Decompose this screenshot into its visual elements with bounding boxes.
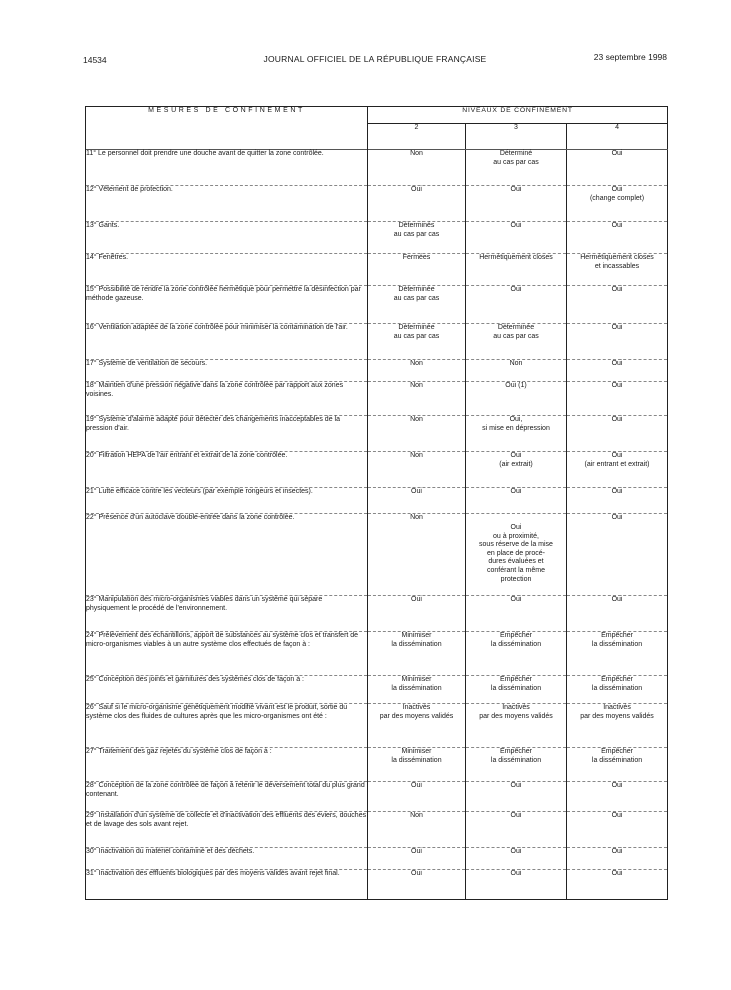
level-header: 4 [567,124,668,150]
level-3-value: Oui, si mise en dépression [466,416,567,452]
level-2-value: Inactivés par des moyens validés [368,704,466,748]
measure-text: Possibilité de rendre la zone contrôlée hermétique pour permettre la désinfection par méthode gazeuse. [86,286,361,302]
measure-cell [86,782,368,812]
measure-cell [86,870,368,900]
level-2-value: Oui [368,186,466,222]
measure-cell [86,704,368,748]
measure-number: 28° [86,782,97,789]
table-row [86,488,668,514]
measure-cell [86,452,368,488]
table-row [86,812,668,848]
measure-text: Vêtement de protection. [98,186,173,193]
level-4-value: Oui [567,782,668,812]
table-row [86,748,668,782]
table-row [86,848,668,870]
measure-cell [86,150,368,186]
measure-text: Traitement des gaz rejetés du système clos de façon à : [98,748,272,755]
measure-number: 26° [86,704,97,711]
measures-column-header: MESURES DE CONFINEMENT [86,107,368,150]
measure-number: 18° [86,382,97,389]
measure-number: 25° [86,676,97,683]
table-row [86,186,668,222]
level-3-value: Inactivés par des moyens validés [466,704,567,748]
level-4-value: Empêcher la dissémination [567,748,668,782]
level-4-value: Oui [567,286,668,324]
level-3-value: Empêcher la dissémination [466,632,567,676]
level-2-value: Oui [368,596,466,632]
table-body [86,150,668,900]
measure-text: Prélèvement des échantillons, apport de substances au système clos et transfert de micro-organismes viables à un autre système clos effectués de façon à : [86,632,359,648]
level-2-value: Oui [368,488,466,514]
measure-cell [86,632,368,676]
level-3-value: Déterminée au cas par cas [466,324,567,360]
level-2-value: Minimiser la dissémination [368,748,466,782]
level-4-value: Oui [567,848,668,870]
level-2-value: Déterminée au cas par cas [368,324,466,360]
level-3-value: Oui ou à proximité, sous réserve de la mise en place de procé- dures évaluées et conférant la même protection [466,514,567,596]
measure-cell [86,286,368,324]
table-row [86,416,668,452]
level-3-value: Non [466,360,567,382]
publication-date: 23 septembre 1998 [593,52,667,62]
measure-text: Inactivation du matériel contaminé et des déchets. [98,848,255,855]
level-2-value: Non [368,452,466,488]
level-2-value: Minimiser la dissémination [368,632,466,676]
table-row [86,782,668,812]
table-row [86,632,668,676]
level-3-value: Hermétiquement closes [466,254,567,286]
measure-text: Système d'alarme adapté pour détecter des changements inacceptables de la pression d'air. [86,416,340,432]
level-4-value: Oui [567,222,668,254]
level-3-value: Déterminé au cas par cas [466,150,567,186]
measure-text: Le personnel doit prendre une douche avant de quitter la zone contrôlée. [98,150,324,157]
measure-number: 15° [86,286,97,293]
measure-number: 24° [86,632,97,639]
level-3-value: Oui (1) [466,382,567,416]
measure-text: Conception des joints et garnitures des systèmes clos de façon à : [98,676,304,683]
table-row [86,676,668,704]
table-row [86,286,668,324]
level-3-value: Oui [466,812,567,848]
measure-cell [86,848,368,870]
measure-number: 21° [86,488,97,495]
measure-number: 17° [86,360,97,367]
measure-text: Sauf si le micro-organisme génétiquement modifié vivant est le produit, sortie du système clos des fluides de cultures après que les micro-organismes ont été : [86,704,348,720]
measure-number: 31° [86,870,97,877]
level-2-value: Non [368,812,466,848]
measure-cell [86,676,368,704]
measure-number: 22° [86,514,97,521]
journal-title: JOURNAL OFFICIEL DE LA RÉPUBLIQUE FRANÇAISE [263,54,487,64]
level-3-value: Oui [466,286,567,324]
page-header [83,52,667,66]
level-3-value: Oui [466,222,567,254]
measure-text: Ventilation adaptée de la zone contrôlée pour minimiser la contamination de l'air. [98,324,348,331]
level-4-value: Oui [567,514,668,596]
measure-cell [86,222,368,254]
table-row [86,360,668,382]
level-2-value: Oui [368,848,466,870]
level-2-value: Oui [368,782,466,812]
level-2-value: Fermées [368,254,466,286]
measure-cell [86,748,368,782]
measure-text: Système de ventilation de secours. [98,360,208,367]
measure-text: Manipulation des micro-organismes viables dans un système qui sépare physiquement le procédé de l'environnement. [86,596,323,612]
level-2-value: Non [368,360,466,382]
level-2-value: Oui [368,870,466,900]
level-4-value: Empêcher la dissémination [567,632,668,676]
measure-cell [86,596,368,632]
measure-cell [86,488,368,514]
measure-text: Installation d'un système de collecte et d'inactivation des effluents des éviers, douches et de lavage des sols avant rejet. [86,812,367,828]
measure-text: Filtration HEPA de l'air entrant et extrait de la zone contrôlée. [98,452,288,459]
measure-text: Conception de la zone contrôlée de façon à retenir le déversement total du plus grand contenant. [86,782,365,798]
level-2-value: Minimiser la dissémination [368,676,466,704]
measure-cell [86,514,368,596]
level-4-value: Oui [567,324,668,360]
measure-cell [86,360,368,382]
level-4-value: Oui (air entrant et extrait) [567,452,668,488]
table-row [86,150,668,186]
table-row [86,382,668,416]
table-row [86,704,668,748]
level-2-value: Déterminée au cas par cas [368,286,466,324]
level-4-value: Empêcher la dissémination [567,676,668,704]
measure-text: Maintien d'une pression négative dans la zone contrôlée par rapport aux zones voisines. [86,382,344,398]
measure-text: Lutte efficace contre les vecteurs (par exemple rongeurs et insectes). [98,488,313,495]
measure-text: Fenêtres. [98,254,129,261]
level-3-value: Empêcher la dissémination [466,676,567,704]
level-4-value: Oui [567,596,668,632]
measure-number: 29° [86,812,97,819]
table-row [86,222,668,254]
level-3-value: Oui [466,848,567,870]
level-2-value: Déterminés au cas par cas [368,222,466,254]
table-row [86,870,668,900]
measure-cell [86,186,368,222]
level-4-value: Oui [567,870,668,900]
measure-number: 12° [86,186,97,193]
table-row [86,452,668,488]
page-number: 14534 [83,55,107,65]
levels-column-header: NIVEAUX DE CONFINEMENT [368,107,668,124]
level-2-value: Non [368,382,466,416]
level-4-value: Oui (change complet) [567,186,668,222]
measure-cell [86,324,368,360]
level-4-value: Oui [567,382,668,416]
level-3-value: Oui [466,870,567,900]
level-3-value: Oui [466,488,567,514]
level-3-value: Oui [466,782,567,812]
measure-number: 13° [86,222,97,229]
measure-cell [86,416,368,452]
level-4-value: Oui [567,416,668,452]
measure-text: Gants. [98,222,120,229]
measure-cell [86,812,368,848]
level-header: 2 [368,124,466,150]
measure-number: 30° [86,848,97,855]
table-row [86,324,668,360]
measure-number: 27° [86,748,97,755]
table-row [86,596,668,632]
measure-cell [86,382,368,416]
measure-number: 11° [86,150,97,157]
level-3-value: Empêcher la dissémination [466,748,567,782]
level-2-value: Non [368,150,466,186]
measure-number: 20° [86,452,97,459]
table-row [86,254,668,286]
level-2-value: Non [368,514,466,596]
level-4-value: Hermétiquement closes et incassables [567,254,668,286]
table-row [86,514,668,596]
measure-cell [86,254,368,286]
level-header: 3 [466,124,567,150]
measure-number: 23° [86,596,97,603]
measure-text: Inactivation des effluents biologiques par des moyens validés avant rejet final. [98,870,340,877]
measure-text: Présence d'un autoclave double-entrée dans la zone contrôlée. [98,514,295,521]
level-3-value: Oui [466,596,567,632]
level-4-value: Oui [567,150,668,186]
measure-number: 19° [86,416,97,423]
level-4-value: Oui [567,488,668,514]
level-4-value: Inactivés par des moyens validés [567,704,668,748]
confinement-table [85,106,668,900]
level-2-value: Non [368,416,466,452]
measure-number: 16° [86,324,97,331]
level-3-value: Oui [466,186,567,222]
level-4-value: Oui [567,812,668,848]
level-4-value: Oui [567,360,668,382]
measure-number: 14° [86,254,97,261]
level-3-value: Oui (air extrait) [466,452,567,488]
